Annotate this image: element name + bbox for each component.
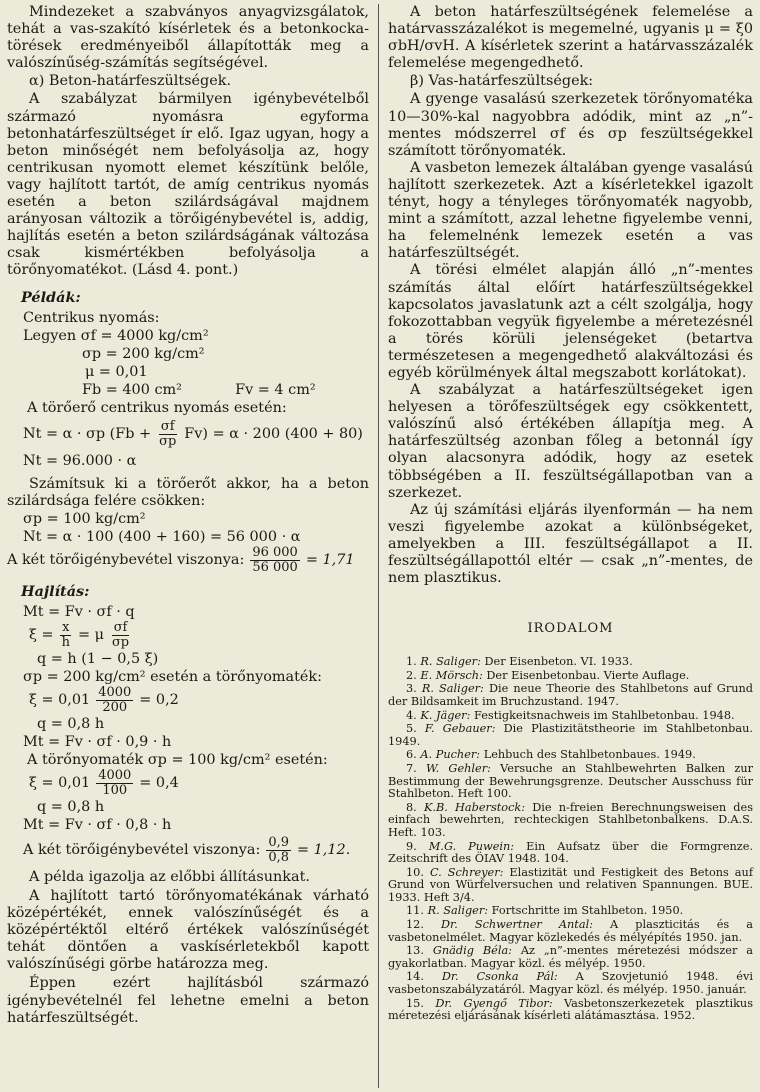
paragraph: A gyenge vasalású szerkezetek törőnyomatéka 10—30%-kal nagyobbra adódik, mint az „n”-mentes módszerrel σf és σp feszültségekkel számított törőnyomaték.	[388, 91, 753, 159]
math-term: = μ	[77, 627, 104, 644]
reference-item	[388, 802, 753, 840]
bending-heading: Hajlítás:	[21, 582, 90, 600]
paragraph: A hajlított tartó törőnyomatékának várható középértékét, ennek valószínűségét és a középértéktől eltérő értékek valószínűségét tehát döntően a vaskísérletekből kapott valószínűségi görbe határozza meg.	[7, 887, 369, 973]
examples-heading: Példák:	[21, 288, 81, 306]
reference-item	[388, 763, 753, 801]
column-divider	[378, 4, 379, 1088]
paragraph: Számítsuk ki a törőerőt akkor, ha a beton szilárdsága felére csökken:	[7, 475, 369, 509]
reference-title: Festigkeitsnachweis im Stahlbetonbau. 1948.	[473, 708, 735, 722]
fraction: $\frac{4000}{200}$	[98, 684, 132, 715]
reference-number: 12.	[406, 918, 441, 932]
paragraph: Az új számítási eljárás ilyenformán — ha nem veszi figyelembe azokat a különbségeket, amelyekben a III. feszültségállapot a II. feszültségállapottól eltér — csak „n”-mentes, de nem plasztikus.	[388, 501, 753, 587]
math-line: σp = 200 kg/cm²	[82, 345, 205, 362]
reference-number: 2.	[406, 668, 421, 682]
paragraph: A példa igazolja az előbbi állításunkat.	[29, 868, 310, 885]
reference-author: A. Pucher:	[420, 748, 484, 762]
reference-number: 14.	[406, 970, 442, 984]
reference-item	[388, 723, 753, 748]
reference-author: Dr. Schwertner Antal:	[441, 918, 611, 932]
math-line: q = h (1 − 0,5 ξ)	[37, 650, 159, 667]
math-term: = 1,71	[305, 552, 355, 569]
left-column	[7, 4, 369, 1027]
math-term: = 0,4	[139, 775, 179, 792]
math-term: = 1,12.	[297, 842, 351, 859]
math-line: Mt = Fv · σf · q	[23, 603, 135, 620]
reference-item	[388, 683, 753, 708]
paragraph: A vasbeton lemezek általában gyenge vasalású hajlított szerkezetek. Azt a kísérletekkel igazolt tényt, hogy a tényleges törőnyomaték nagyobb, mint a számított, azzal lehetne figyelembe venni, ha felemelnénk lemezek esetén a vas határfeszültségét.	[388, 159, 753, 262]
math-line: q = 0,8 h	[37, 798, 105, 815]
reference-title: Die neue Theorie des Stahlbetons auf Grund der Bildsamkeit im Bruchzustand. 1947.	[388, 682, 754, 708]
equation	[7, 621, 369, 650]
math-line: σp = 100 kg/cm²	[23, 510, 146, 527]
reference-author: C. Schreyer:	[429, 865, 510, 879]
paragraph: Mindezeket a szabványos anyagvizsgálatok, tehát a vas-szakító kísérletek és a betonkocka-törések eredményeiből állapították meg a valószínűség-számítás segítségével.	[7, 4, 369, 72]
section-heading-beta: β) Vas-határfeszültségek:	[410, 73, 594, 90]
paragraph: A szabályzat a határfeszültségeket igen helyesen a törőfeszültségek egy csökkentett, valószínű alsó értékében állapítja meg. A határfeszültség azonban főleg a betonnál így olyan alacsonyra adódik, hogy az esetek többségében a II. feszültségállapotban van a szerkezet.	[388, 382, 753, 501]
reference-author: F. Gebauer:	[424, 722, 504, 736]
reference-author: R. Saliger:	[421, 682, 489, 696]
reference-number: 9.	[406, 839, 429, 853]
section-heading-alpha: α) Beton-határfeszültségek.	[29, 73, 232, 90]
reference-title: Elastizität und Festigkeit des Betons auf Grund von Würfelversuchen und relativen Spannungen. BUE. 1933. Heft 3/4.	[388, 865, 754, 904]
equation	[7, 769, 369, 798]
math-term: Nt = α · σp (Fb +	[23, 426, 152, 443]
reference-number: 6.	[406, 748, 421, 762]
reference-number: 8.	[406, 800, 424, 814]
reference-item	[388, 867, 753, 905]
reference-author: Dr. Gyengő Tibor:	[435, 996, 564, 1010]
reference-list	[388, 656, 753, 1023]
math-term: Fb = 400 cm²	[82, 381, 182, 398]
math-line: Legyen σf = 4000 kg/cm²	[23, 327, 209, 344]
fraction: $\frac{\sigma f}{\sigma p}$	[111, 619, 130, 650]
reference-item	[388, 998, 753, 1023]
equation	[7, 836, 369, 865]
reference-number: 11.	[406, 904, 428, 918]
reference-number: 7.	[406, 761, 426, 775]
right-column	[388, 4, 753, 1024]
reference-number: 13.	[406, 944, 433, 958]
math-line: Nt = 96.000 · α	[23, 452, 137, 469]
reference-author: R. Saliger:	[420, 655, 485, 669]
math-line: Mt = Fv · σf · 0,9 · h	[23, 733, 172, 750]
reference-item	[388, 841, 753, 866]
fraction: $\frac{96 000}{56 000}$	[252, 544, 298, 575]
math-line: Nt = α · 100 (400 + 160) = 56 000 · α	[23, 528, 301, 545]
math-term: A két törőigénybevétel viszonya:	[7, 552, 245, 569]
fraction: $\frac{0,9}{0,8}$	[268, 834, 290, 865]
reference-item	[388, 656, 753, 669]
reference-item	[388, 971, 753, 996]
reference-author: E. Mörsch:	[420, 668, 487, 682]
math-term: A két törőigénybevétel viszonya:	[23, 842, 261, 859]
reference-item	[388, 749, 753, 762]
reference-number: 3.	[406, 682, 422, 696]
reference-title: Fortschritte im Stahlbeton. 1950.	[491, 904, 684, 918]
reference-number: 4.	[406, 708, 421, 722]
subheading-centric: Centrikus nyomás:	[23, 309, 160, 326]
reference-title: A Szovjetunió 1948. évi vasbetonszabályzatáról. Magyar közl. és mélyép. 1950. január.	[388, 970, 753, 997]
reference-title: Die Plastizitätstheorie im Stahlbetonbau. 1949.	[388, 722, 753, 748]
math-term: Fv = 4 cm²	[235, 381, 316, 398]
reference-title: Die n-freien Berechnungsweisen des einfach bewehrten, rechteckigen Stahlbetonbalkens. D.A.S. Heft. 103.	[388, 800, 753, 839]
reference-title: Versuche an Stahlbewehrten Balken zur Bestimmung der Bewehrungsgrenze. Deutscher Ausschuss für Stahlbeton. Heft 100.	[388, 761, 753, 801]
reference-number: 10.	[406, 865, 430, 879]
reference-author: R. Saliger:	[427, 904, 492, 918]
equation	[7, 420, 369, 449]
paragraph: A törési elmélet alapján álló „n”-mentes számítás által előírt határfeszültségekkel kapcsolatos javaslatunk azt a célt szolgálja, hogy fokozottabban vegyük figyelembe a méretezésnél a törés körüli jelenségeket (betartva természetesen a megengedhető alakváltozási és egyéb körülmények által megszabott korlátokat).	[388, 262, 753, 381]
reference-item	[388, 670, 753, 683]
reference-author: Dr. Csonka Pál:	[441, 970, 576, 984]
reference-item	[388, 945, 753, 970]
reference-title: Ein Aufsatz über die Formgrenze. Zeitschrift des ÖIAV 1948. 104.	[388, 839, 754, 866]
reference-author: Gnädig Béla:	[432, 944, 521, 958]
fraction: $\frac{x}{h}$	[61, 619, 70, 650]
reference-item	[388, 919, 753, 944]
math-line: Mt = Fv · σf · 0,8 · h	[23, 816, 172, 833]
reference-author: W. Gehler:	[426, 761, 501, 775]
reference-title: Der Eisenbetonbau. Vierte Auflage.	[486, 668, 690, 682]
math-line: A törőnyomaték σp = 100 kg/cm² esetén:	[27, 751, 328, 768]
paragraph: Éppen ezért hajlításból származó igénybevételnél fel lehetne emelni a beton határfeszültségét.	[7, 975, 369, 1026]
equation	[7, 546, 369, 575]
reference-item	[388, 710, 753, 723]
math-term: ξ =	[29, 627, 54, 644]
math-line: μ = 0,01	[85, 363, 148, 380]
reference-author: M.G. Puwein:	[428, 839, 527, 853]
math-term: Fv) = α · 200 (400 + 80)	[184, 426, 363, 443]
reference-item	[388, 905, 753, 918]
math-term: ξ = 0,01	[29, 692, 91, 709]
math-term: ξ = 0,01	[29, 775, 91, 792]
reference-title: Der Eisenbeton. VI. 1933.	[484, 655, 633, 669]
reference-author: K. Jäger:	[420, 708, 474, 722]
reference-title: A plaszticitás és a vasbetonelmélet. Magyar közlekedés és mélyépítés 1950. jan.	[388, 918, 753, 944]
reference-number: 15.	[406, 996, 436, 1010]
math-term: = 0,2	[139, 692, 179, 709]
reference-title: Lehbuch des Stahlbetonbaues. 1949.	[483, 748, 696, 762]
equation	[7, 686, 369, 715]
reference-number: 5.	[406, 722, 425, 736]
math-line: A törőerő centrikus nyomás esetén:	[27, 399, 287, 416]
reference-title: Az „n”-mentes méretezési módszer a gyakorlatban. Magyar közl. és mélyép. 1950.	[388, 944, 753, 970]
fraction: $\frac{4000}{100}$	[98, 767, 132, 798]
math-line	[7, 381, 369, 399]
reference-title: Vasbetonszerkezetek plasztikus méretezési eljárásának kísérleti alátámasztása. 1952.	[388, 996, 753, 1023]
reference-number: 1.	[406, 655, 421, 669]
references-heading: IRODALOM	[527, 621, 614, 637]
paragraph: A beton határfeszültségének felemelése a határvasszázalékot is megemelné, ugyanis μ = ξ0 σbH/σvH. A kísérletek szerint a határvasszázalék felemelése megengedhető.	[388, 4, 753, 72]
paragraph: A szabályzat bármilyen igénybevételből származó nyomásra egyforma betonhatárfeszültséget ír elő. Igaz ugyan, hogy a beton minőségét nem befolyásolja az, hogy centrikusan nyomott elemet készítünk belőle, vagy hajlított tartót, de amíg centrikus nyomás esetén a beton szilárdságával majdnem arányosan változik a törőigénybevétel is, addig, hajlítás esetén a beton szilárdságának változása csak kismértékben befolyásolja a törőnyomatékot. (Lásd 4. pont.)	[7, 91, 369, 279]
math-line: σp = 200 kg/cm² esetén a törőnyomaték:	[23, 668, 322, 685]
math-line: q = 0,8 h	[37, 715, 105, 732]
fraction: $\frac{\sigma f}{\sigma p}$	[159, 418, 177, 449]
reference-author: K.B. Haberstock:	[423, 800, 533, 814]
